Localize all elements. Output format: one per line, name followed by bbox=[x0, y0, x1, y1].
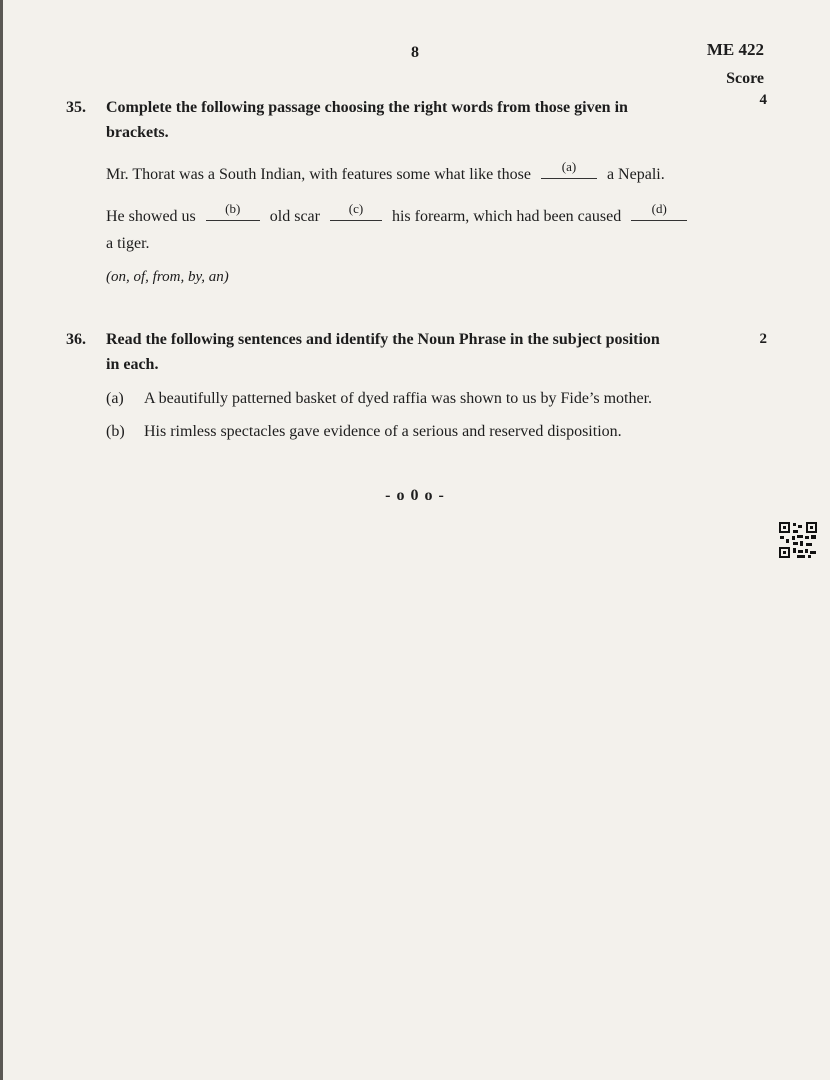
passage-line-3: a tiger. bbox=[106, 235, 150, 252]
end-mark: - o 0 o - bbox=[385, 487, 445, 504]
blank-a bbox=[541, 159, 597, 179]
blank-d bbox=[631, 201, 687, 221]
paper-code: ME 422 bbox=[706, 40, 764, 59]
question-number: 36. bbox=[66, 331, 86, 348]
passage-line-2 bbox=[106, 201, 687, 228]
instruction-line: Read the following sentences and identify the Noun Phrase in the subject position bbox=[106, 331, 660, 348]
question-score: 2 bbox=[759, 331, 767, 347]
passage-text: a Nepali. bbox=[606, 166, 665, 183]
sub-item-label: (b) bbox=[106, 423, 125, 440]
sub-item-b bbox=[106, 421, 622, 443]
sub-item-a bbox=[106, 388, 652, 410]
passage-text: his forearm, which had been caused bbox=[391, 208, 622, 225]
passage-line-1 bbox=[106, 159, 665, 186]
blank-c bbox=[330, 201, 382, 221]
question-number: 35. bbox=[66, 99, 86, 116]
word-options: (on, of, from, by, an) bbox=[106, 269, 229, 285]
blank-b bbox=[206, 201, 260, 221]
blank-label: (b) bbox=[225, 201, 241, 216]
question-score: 4 bbox=[759, 92, 767, 108]
page-number: 8 bbox=[411, 44, 419, 61]
sub-item-text: His rimless spectacles gave evidence of a serious and reserved disposition. bbox=[144, 423, 622, 440]
qr-code-icon bbox=[778, 521, 818, 559]
blank-label: (a) bbox=[561, 159, 577, 174]
instruction-line: Complete the following passage choosing the right words from those given in bbox=[106, 99, 628, 116]
blank-label: (d) bbox=[651, 201, 667, 216]
question-instruction bbox=[106, 95, 746, 145]
instruction-line: brackets. bbox=[106, 124, 169, 141]
page-edge bbox=[0, 0, 3, 1080]
passage-text: He showed us bbox=[106, 208, 196, 225]
sub-item-text: A beautifully patterned basket of dyed raffia was shown to us by Fide’s mother. bbox=[144, 390, 653, 407]
passage-text: Mr. Thorat was a South Indian, with features some what like those bbox=[106, 166, 531, 183]
instruction-line: in each. bbox=[106, 356, 159, 373]
score-heading: Score bbox=[726, 70, 764, 87]
passage-text: old scar bbox=[269, 208, 320, 225]
blank-label: (c) bbox=[348, 201, 364, 216]
sub-item-label: (a) bbox=[106, 390, 124, 407]
question-instruction bbox=[106, 327, 746, 377]
